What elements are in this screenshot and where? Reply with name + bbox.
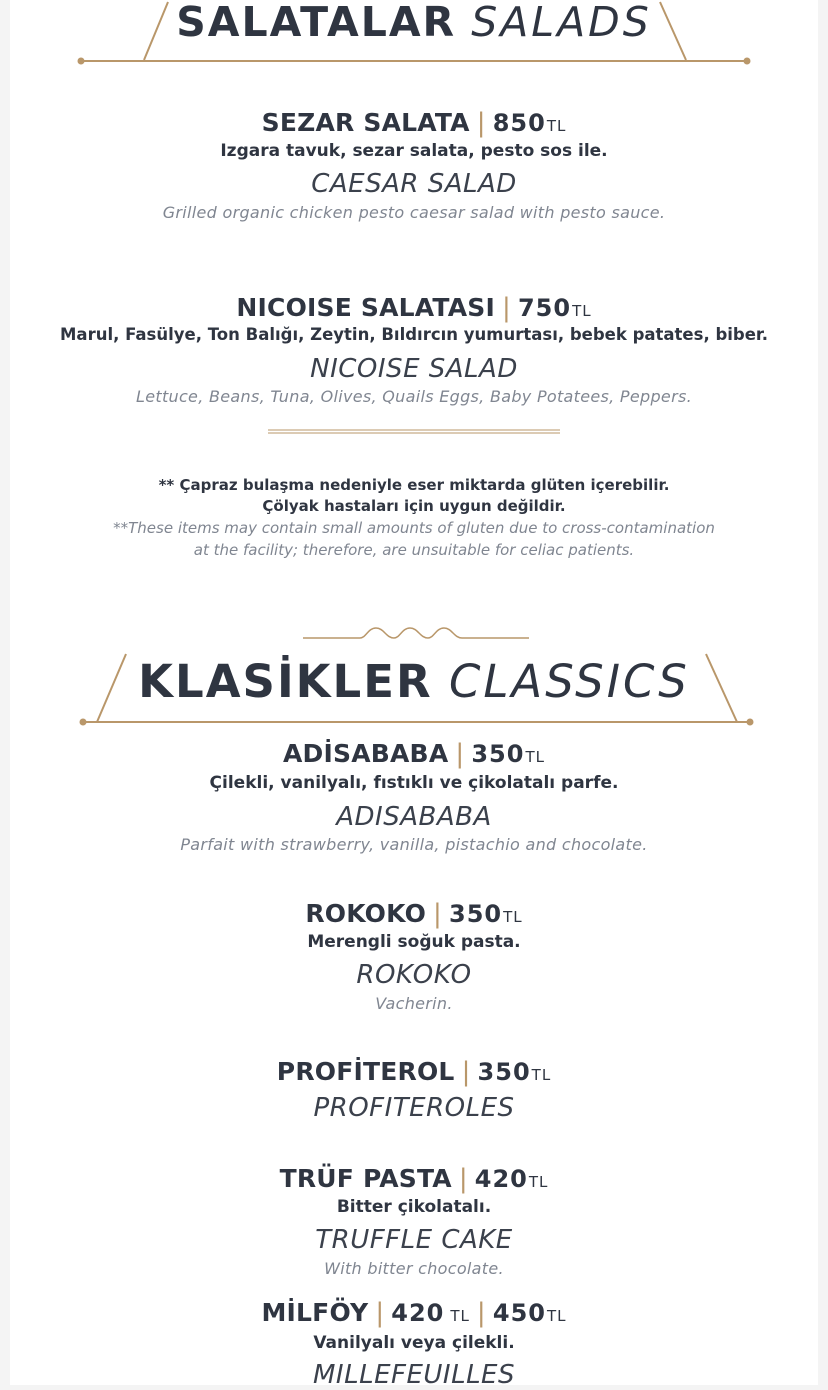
menu-item-desc-en: Vacherin. (375, 994, 453, 1013)
menu-item-name: ADİSABABA | 350TL (283, 739, 545, 769)
menu-item-name: TRÜF PASTA | 420TL (279, 1164, 549, 1194)
menu-item-desc-en: With bitter chocolate. (324, 1259, 504, 1278)
gluten-note-tr-2: Çölyak hastaları için uygun değildir. (262, 497, 566, 515)
menu-item-desc-en: Parfait with strawberry, vanilla, pistachio and chocolate. (180, 835, 648, 854)
menu-item-desc-tr: Marul, Fasülye, Ton Balığı, Zeytin, Bıldırcın yumurtası, bebek patates, biber. (60, 325, 768, 344)
salads-section-title (0, 0, 828, 46)
menu-item-desc-tr: Vanilyalı veya çilekli. (313, 1333, 515, 1353)
menu-item-name-en: NICOISE SALAD (310, 354, 518, 384)
gluten-note-tr-1: ** Çapraz bulaşma nedeniyle eser miktarda glüten içerebilir. (158, 476, 670, 494)
classics-section-title (0, 655, 828, 708)
menu-item-desc-tr: Izgara tavuk, sezar salata, pesto sos ile. (220, 141, 608, 161)
menu-item-desc-tr: Bitter çikolatalı. (336, 1197, 492, 1217)
menu-item-name-en: TRUFFLE CAKE (315, 1225, 513, 1255)
menu-item-name: PROFİTEROL | 350TL (276, 1057, 552, 1087)
menu-item-name: MİLFÖY | 420 TL | 450TL (261, 1298, 567, 1328)
gluten-note-en-1: **These items may contain small amounts of gluten due to cross-contamination (113, 519, 715, 537)
menu-item-name-en: PROFITEROLES (313, 1093, 515, 1123)
menu-item-name-en: CAESAR SALAD (311, 169, 517, 199)
menu-item-name: NICOISE SALATASI | 750TL (236, 293, 592, 323)
menu-item-desc-en: Grilled organic chicken pesto caesar salad with pesto sauce. (162, 203, 666, 222)
menu-item-name: SEZAR SALATA | 850TL (261, 108, 567, 138)
salads-title-tr: SALATALAR (176, 0, 457, 46)
classics-title-en: CLASSICS (448, 655, 690, 708)
gluten-note-en-2: at the facility; therefore, are unsuitable for celiac patients. (193, 541, 635, 559)
menu-item-name: ROKOKO | 350TL (305, 899, 523, 929)
menu-item-name-en: ROKOKO (356, 960, 472, 990)
menu-item-name-en: ADISABABA (336, 802, 492, 832)
menu-item-desc-tr: Çilekli, vanilyalı, fıstıklı ve çikolatalı parfe. (209, 773, 619, 793)
classics-title-tr: KLASİKLER (138, 655, 433, 708)
menu-item-desc-tr: Merengli soğuk pasta. (307, 932, 521, 952)
menu-item-name-en: MILLEFEUILLES (313, 1360, 515, 1390)
wave-ornament (303, 628, 529, 638)
salads-title-en: SALADS (471, 0, 652, 46)
menu-item-desc-en: Lettuce, Beans, Tuna, Olives, Quails Eggs, Baby Potatees, Peppers. (136, 387, 692, 406)
